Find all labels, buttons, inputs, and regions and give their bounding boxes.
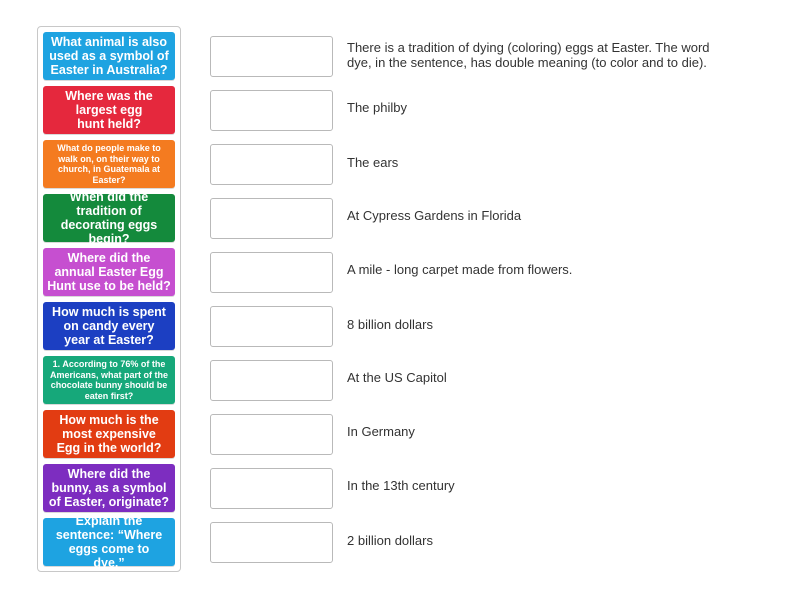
drop-slot[interactable] [210, 144, 333, 185]
drop-slot[interactable] [210, 198, 333, 239]
answer-text: The philby [347, 100, 407, 115]
drop-slot[interactable] [210, 90, 333, 131]
drop-slot[interactable] [210, 36, 333, 77]
question-label: Where did the annual Easter Egg Hunt use to be held? [47, 251, 171, 293]
question-tile[interactable] [43, 140, 175, 188]
question-label: How much is spent on candy every year at Easter? [52, 305, 166, 347]
drop-slot[interactable] [210, 252, 333, 293]
question-tile[interactable] [43, 356, 175, 404]
answer-text: The ears [347, 155, 399, 170]
answer-text: A mile - long carpet made from flowers. [347, 262, 573, 277]
question-tile[interactable] [43, 514, 175, 570]
question-label: Where did the bunny, as a symbol of Easter, originate? [48, 467, 170, 509]
drop-slot[interactable] [210, 522, 333, 563]
drop-slot[interactable] [210, 414, 333, 455]
answer-text: In Germany [347, 424, 415, 439]
question-label: How much is the most expensive Egg in the world? [56, 413, 162, 455]
question-label: 1. According to 76% of the Americans, what part of the chocolate bunny should be eaten first? [49, 359, 169, 401]
drop-slot[interactable] [210, 360, 333, 401]
question-label: What do people make to walk on, on their way to church, in Guatemala at Easter? [57, 143, 161, 185]
question-tile[interactable] [43, 410, 175, 458]
question-tile[interactable] [43, 248, 175, 296]
question-label: What animal is also used as a symbol of Easter in Australia? [49, 35, 169, 77]
answer-text: There is a tradition of dying (coloring) eggs at Easter. The word dye, in the sentence, has double meaning (to color and to die). [347, 40, 710, 70]
answer-text: 2 billion dollars [347, 533, 433, 548]
drop-slot[interactable] [210, 468, 333, 509]
question-tile[interactable] [43, 302, 175, 350]
question-label: Explain the sentence: “Where eggs come to dye.” [55, 514, 163, 570]
question-tile[interactable] [43, 86, 175, 134]
answer-text: In the 13th century [347, 478, 455, 493]
answer-text: 8 billion dollars [347, 317, 433, 332]
drop-slot[interactable] [210, 306, 333, 347]
answer-text: At the US Capitol [347, 370, 447, 385]
question-tile[interactable] [43, 464, 175, 512]
question-label: Where was the largest egg hunt held? [65, 89, 153, 131]
answer-text: At Cypress Gardens in Florida [347, 208, 522, 223]
question-label: When did the tradition of decorating eggs begin? [60, 190, 158, 246]
question-tile[interactable] [43, 190, 175, 246]
question-tile[interactable] [43, 32, 175, 80]
